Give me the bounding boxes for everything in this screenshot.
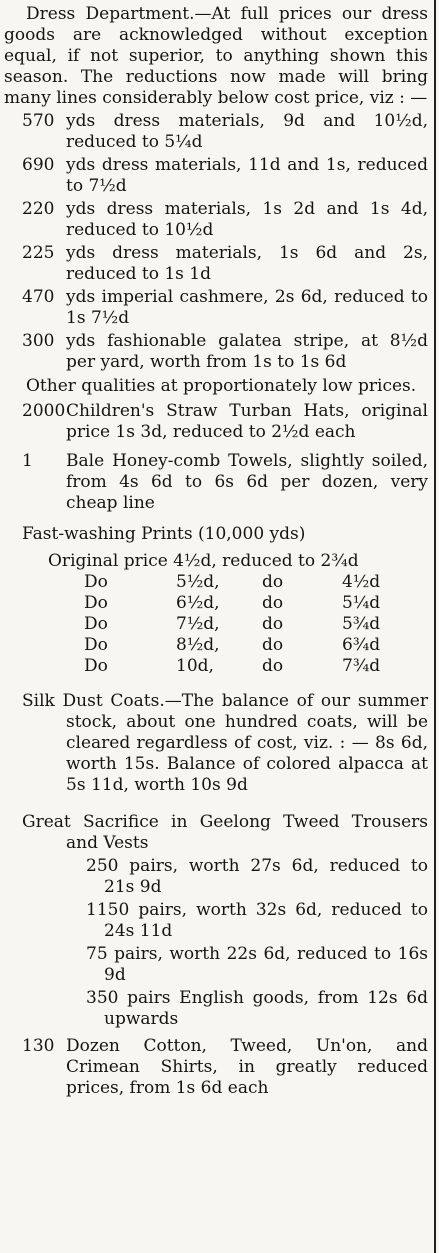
table-cell: do — [262, 593, 284, 613]
list-item — [0, 243, 432, 285]
table-cell: 5¾d — [342, 614, 381, 634]
table-cell: 5½d, — [176, 572, 220, 592]
lot-text: yds dress materials, 11d and 1s, reduced to 7½d — [66, 155, 428, 196]
list-item: 75 pairs, worth 22s 6d, reduced to 16s 9d — [86, 944, 428, 985]
shirts-item — [0, 1036, 432, 1099]
shirts-quantity: 130 — [22, 1036, 55, 1056]
lot-quantity: 225 — [22, 243, 55, 263]
table-row — [48, 572, 402, 593]
list-item — [0, 331, 432, 373]
table-cell: Do — [84, 614, 108, 634]
dress-department-intro: Dress Department.—At full prices our dress goods are acknowledged without exception equal, if not superior, to anything shown this season. The reductions now made will bring many lines considerably below cost price, viz : — — [4, 4, 428, 108]
table-cell: Do — [84, 656, 108, 676]
table-row — [48, 656, 402, 677]
list-item: 1150 pairs, worth 32s 6d, reduced to 24s 11d — [86, 900, 428, 941]
list-item — [0, 199, 432, 241]
trousers-list — [0, 856, 432, 1030]
table-cell: 6½d, — [176, 593, 220, 613]
list-item — [0, 287, 432, 329]
silk-dust-coats — [0, 691, 432, 796]
table-cell: 7½d, — [176, 614, 220, 634]
shirts-text: Dozen Cotton, Tweed, Un'on, and Crimean Shirts, in greatly reduced prices, from 1s 6d each — [66, 1036, 428, 1098]
table-cell: 6¾d — [342, 635, 381, 655]
towels-quantity: 1 — [22, 451, 33, 471]
hats-item — [0, 401, 432, 443]
table-cell: 8½d, — [176, 635, 220, 655]
table-row — [48, 593, 402, 614]
table-cell: do — [262, 614, 284, 634]
table-cell: 10d, — [176, 656, 214, 676]
lot-text: yds dress materials, 9d and 10½d, reduced to 5¼d — [66, 111, 428, 152]
list-item: 250 pairs, worth 27s 6d, reduced to 21s 9d — [86, 856, 428, 897]
list-item — [0, 111, 432, 153]
list-item — [0, 155, 432, 197]
coats-text: Silk Dust Coats.—The balance of our summer stock, about one hundred coats, will be cleared regardless of cost, viz. : — 8s 6d, worth 15s. Balance of colored alpacca at 5s 11d, worth 10s 9d — [22, 691, 428, 795]
lot-quantity: 220 — [22, 199, 55, 219]
table-row — [48, 614, 402, 635]
lot-quantity: 300 — [22, 331, 55, 351]
prints-price-table — [48, 572, 402, 677]
table-cell: do — [262, 656, 284, 676]
lot-quantity: 570 — [22, 111, 55, 131]
list-item: 350 pairs English goods, from 12s 6d upwards — [86, 988, 428, 1029]
prints-heading: Fast-washing Prints (10,000 yds) — [22, 524, 306, 544]
table-cell: Do — [84, 572, 108, 592]
table-cell: Do — [84, 593, 108, 613]
trousers-heading-block — [0, 812, 432, 854]
table-cell: 5¼d — [342, 593, 381, 613]
lot-text: yds fashionable galatea stripe, at 8½d per yard, worth from 1s to 1s 6d — [66, 331, 428, 372]
table-cell: 7¾d — [342, 656, 381, 676]
table-row — [48, 635, 402, 656]
lot-text: yds dress materials, 1s 2d and 1s 4d, reduced to 10½d — [66, 199, 428, 240]
lot-quantity: 470 — [22, 287, 55, 307]
lot-text: yds dress materials, 1s 6d and 2s, reduced to 1s 1d — [66, 243, 428, 284]
prints-original-price: Original price 4½d, reduced to 2¾d — [48, 551, 359, 571]
table-cell: do — [262, 635, 284, 655]
lot-text: yds imperial cashmere, 2s 6d, reduced to 1s 7½d — [66, 287, 428, 328]
lot-quantity: 690 — [22, 155, 55, 175]
table-cell: do — [262, 572, 284, 592]
table-cell: Do — [84, 635, 108, 655]
dress-lots-list — [0, 111, 432, 373]
hats-quantity: 2000 — [22, 401, 66, 421]
trousers-heading: Great Sacrifice in Geelong Tweed Trousers and Vests — [22, 812, 428, 853]
towels-text: Bale Honey-comb Towels, slightly soiled, from 4s 6d to 6s 6d per dozen, very cheap line — [66, 451, 428, 513]
other-qualities-note: Other qualities at proportionately low prices. — [26, 376, 417, 396]
table-cell: 4½d — [342, 572, 381, 592]
column-rule — [434, 0, 436, 1253]
towels-item — [0, 451, 432, 514]
hats-text: Children's Straw Turban Hats, original price 1s 3d, reduced to 2½d each — [66, 401, 428, 442]
